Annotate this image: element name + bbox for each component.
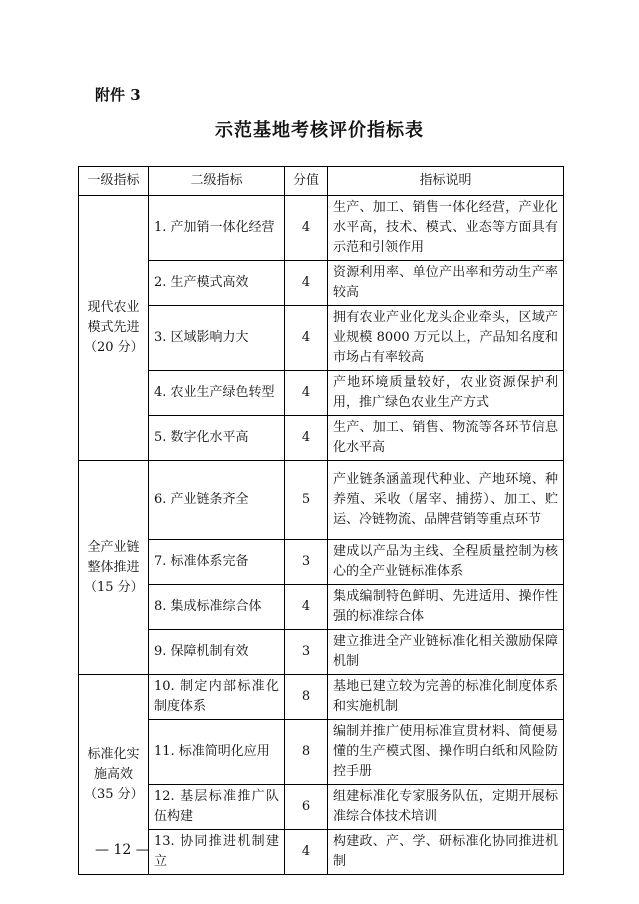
- table-row: [79, 785, 564, 830]
- indicator-description: 生产、加工、销售一体化经营，产业化水平高，技术、模式、业态等方面具有示范和引领作用: [328, 196, 564, 261]
- level1-cell: [79, 196, 149, 461]
- level1-label-line: 全产业链: [87, 539, 140, 555]
- table-row: [79, 675, 564, 720]
- level2-name: 1. 产加销一体化经营: [149, 196, 285, 261]
- header-level1: 一级指标: [79, 167, 149, 196]
- score-value: 4: [285, 830, 328, 875]
- table-header-row: [79, 167, 564, 196]
- level1-label-line: 标准化实: [87, 746, 140, 762]
- indicator-description: 产地环境质量较好，农业资源保护利用，推广绿色农业生产方式: [328, 371, 564, 416]
- table-row: [79, 306, 564, 371]
- table-row: [79, 196, 564, 261]
- level2-name: 13. 协同推进机制建立: [149, 830, 285, 875]
- level1-score-line: （20 分）: [84, 340, 144, 355]
- header-score: 分值: [285, 167, 328, 196]
- score-value: 8: [285, 720, 328, 785]
- level2-name: 12. 基层标准推广队伍构建: [149, 785, 285, 830]
- level2-name: 9. 保障机制有效: [149, 630, 285, 675]
- level2-name: 8. 集成标准综合体: [149, 585, 285, 630]
- table-row: [79, 461, 564, 540]
- score-value: 4: [285, 196, 328, 261]
- evaluation-index-table: [78, 166, 564, 875]
- indicator-description: 生产、加工、销售、物流等各环节信息化水平高: [328, 416, 564, 461]
- table-row: [79, 720, 564, 785]
- header-level2: 二级指标: [149, 167, 285, 196]
- indicator-description: 拥有农业产业化龙头企业牵头，区域产业规模 8000 万元以上，产品知名度和市场占有率较高: [328, 306, 564, 371]
- score-value: 3: [285, 540, 328, 585]
- table-row: [79, 371, 564, 416]
- score-value: 5: [285, 461, 328, 540]
- attachment-label: 附件 3: [95, 86, 141, 104]
- level2-name: 4. 农业生产绿色转型: [149, 371, 285, 416]
- indicator-description: 基地已建立较为完善的标准化制度体系和实施机制: [328, 675, 564, 720]
- level2-name: 3. 区域影响力大: [149, 306, 285, 371]
- table-row: [79, 830, 564, 875]
- level2-name: 2. 生产模式高效: [149, 261, 285, 306]
- indicator-description: 编制并推广使用标准宣贯材料、简便易懂的生产模式图、操作明白纸和风险防控手册: [328, 720, 564, 785]
- table-row: [79, 585, 564, 630]
- score-value: 4: [285, 585, 328, 630]
- indicator-description: 构建政、产、学、研标准化协同推进机制: [328, 830, 564, 875]
- table-row: [79, 540, 564, 585]
- table-row: [79, 416, 564, 461]
- score-value: 4: [285, 371, 328, 416]
- table-row: [79, 261, 564, 306]
- document-title: 示范基地考核评价指标表: [215, 120, 424, 141]
- level1-cell: [79, 461, 149, 675]
- page-number: — 12 —: [95, 842, 150, 858]
- score-value: 8: [285, 675, 328, 720]
- level1-label-line: 整体推进: [87, 559, 140, 575]
- indicator-description: 组建标准化专家服务队伍，定期开展标准综合体技术培训: [328, 785, 564, 830]
- indicator-description: 建成以产品为主线、全程质量控制为核心的全产业链标准体系: [328, 540, 564, 585]
- indicator-description: 资源利用率、单位产出率和劳动生产率较高: [328, 261, 564, 306]
- header-description: 指标说明: [328, 167, 564, 196]
- indicator-description: 集成编制特色鲜明、先进适用、操作性强的标准综合体: [328, 585, 564, 630]
- score-value: 4: [285, 261, 328, 306]
- level2-name: 11. 标准简明化应用: [149, 720, 285, 785]
- level2-name: 5. 数字化水平高: [149, 416, 285, 461]
- level1-score-line: （35 分）: [84, 786, 144, 802]
- indicator-description: 产业链条涵盖现代种业、产地环境、种养殖、采收（屠宰、捕捞）、加工、贮运、冷链物流、品牌营销等重点环节: [328, 461, 564, 540]
- level2-name: 7. 标准体系完备: [149, 540, 285, 585]
- score-value: 4: [285, 416, 328, 461]
- score-value: 4: [285, 306, 328, 371]
- level2-name: 10. 制定内部标准化制度体系: [149, 675, 285, 720]
- indicator-description: 建立推进全产业链标准化相关激励保障机制: [328, 630, 564, 675]
- score-value: 3: [285, 630, 328, 675]
- level1-score-line: （15 分）: [84, 579, 144, 595]
- level2-name: 6. 产业链条齐全: [149, 461, 285, 540]
- score-value: 6: [285, 785, 328, 830]
- table-row: [79, 630, 564, 675]
- level1-label-line: 模式先进: [87, 320, 140, 335]
- level1-label-line: 施高效: [93, 766, 133, 782]
- level1-label-line: 现代农业: [87, 300, 140, 315]
